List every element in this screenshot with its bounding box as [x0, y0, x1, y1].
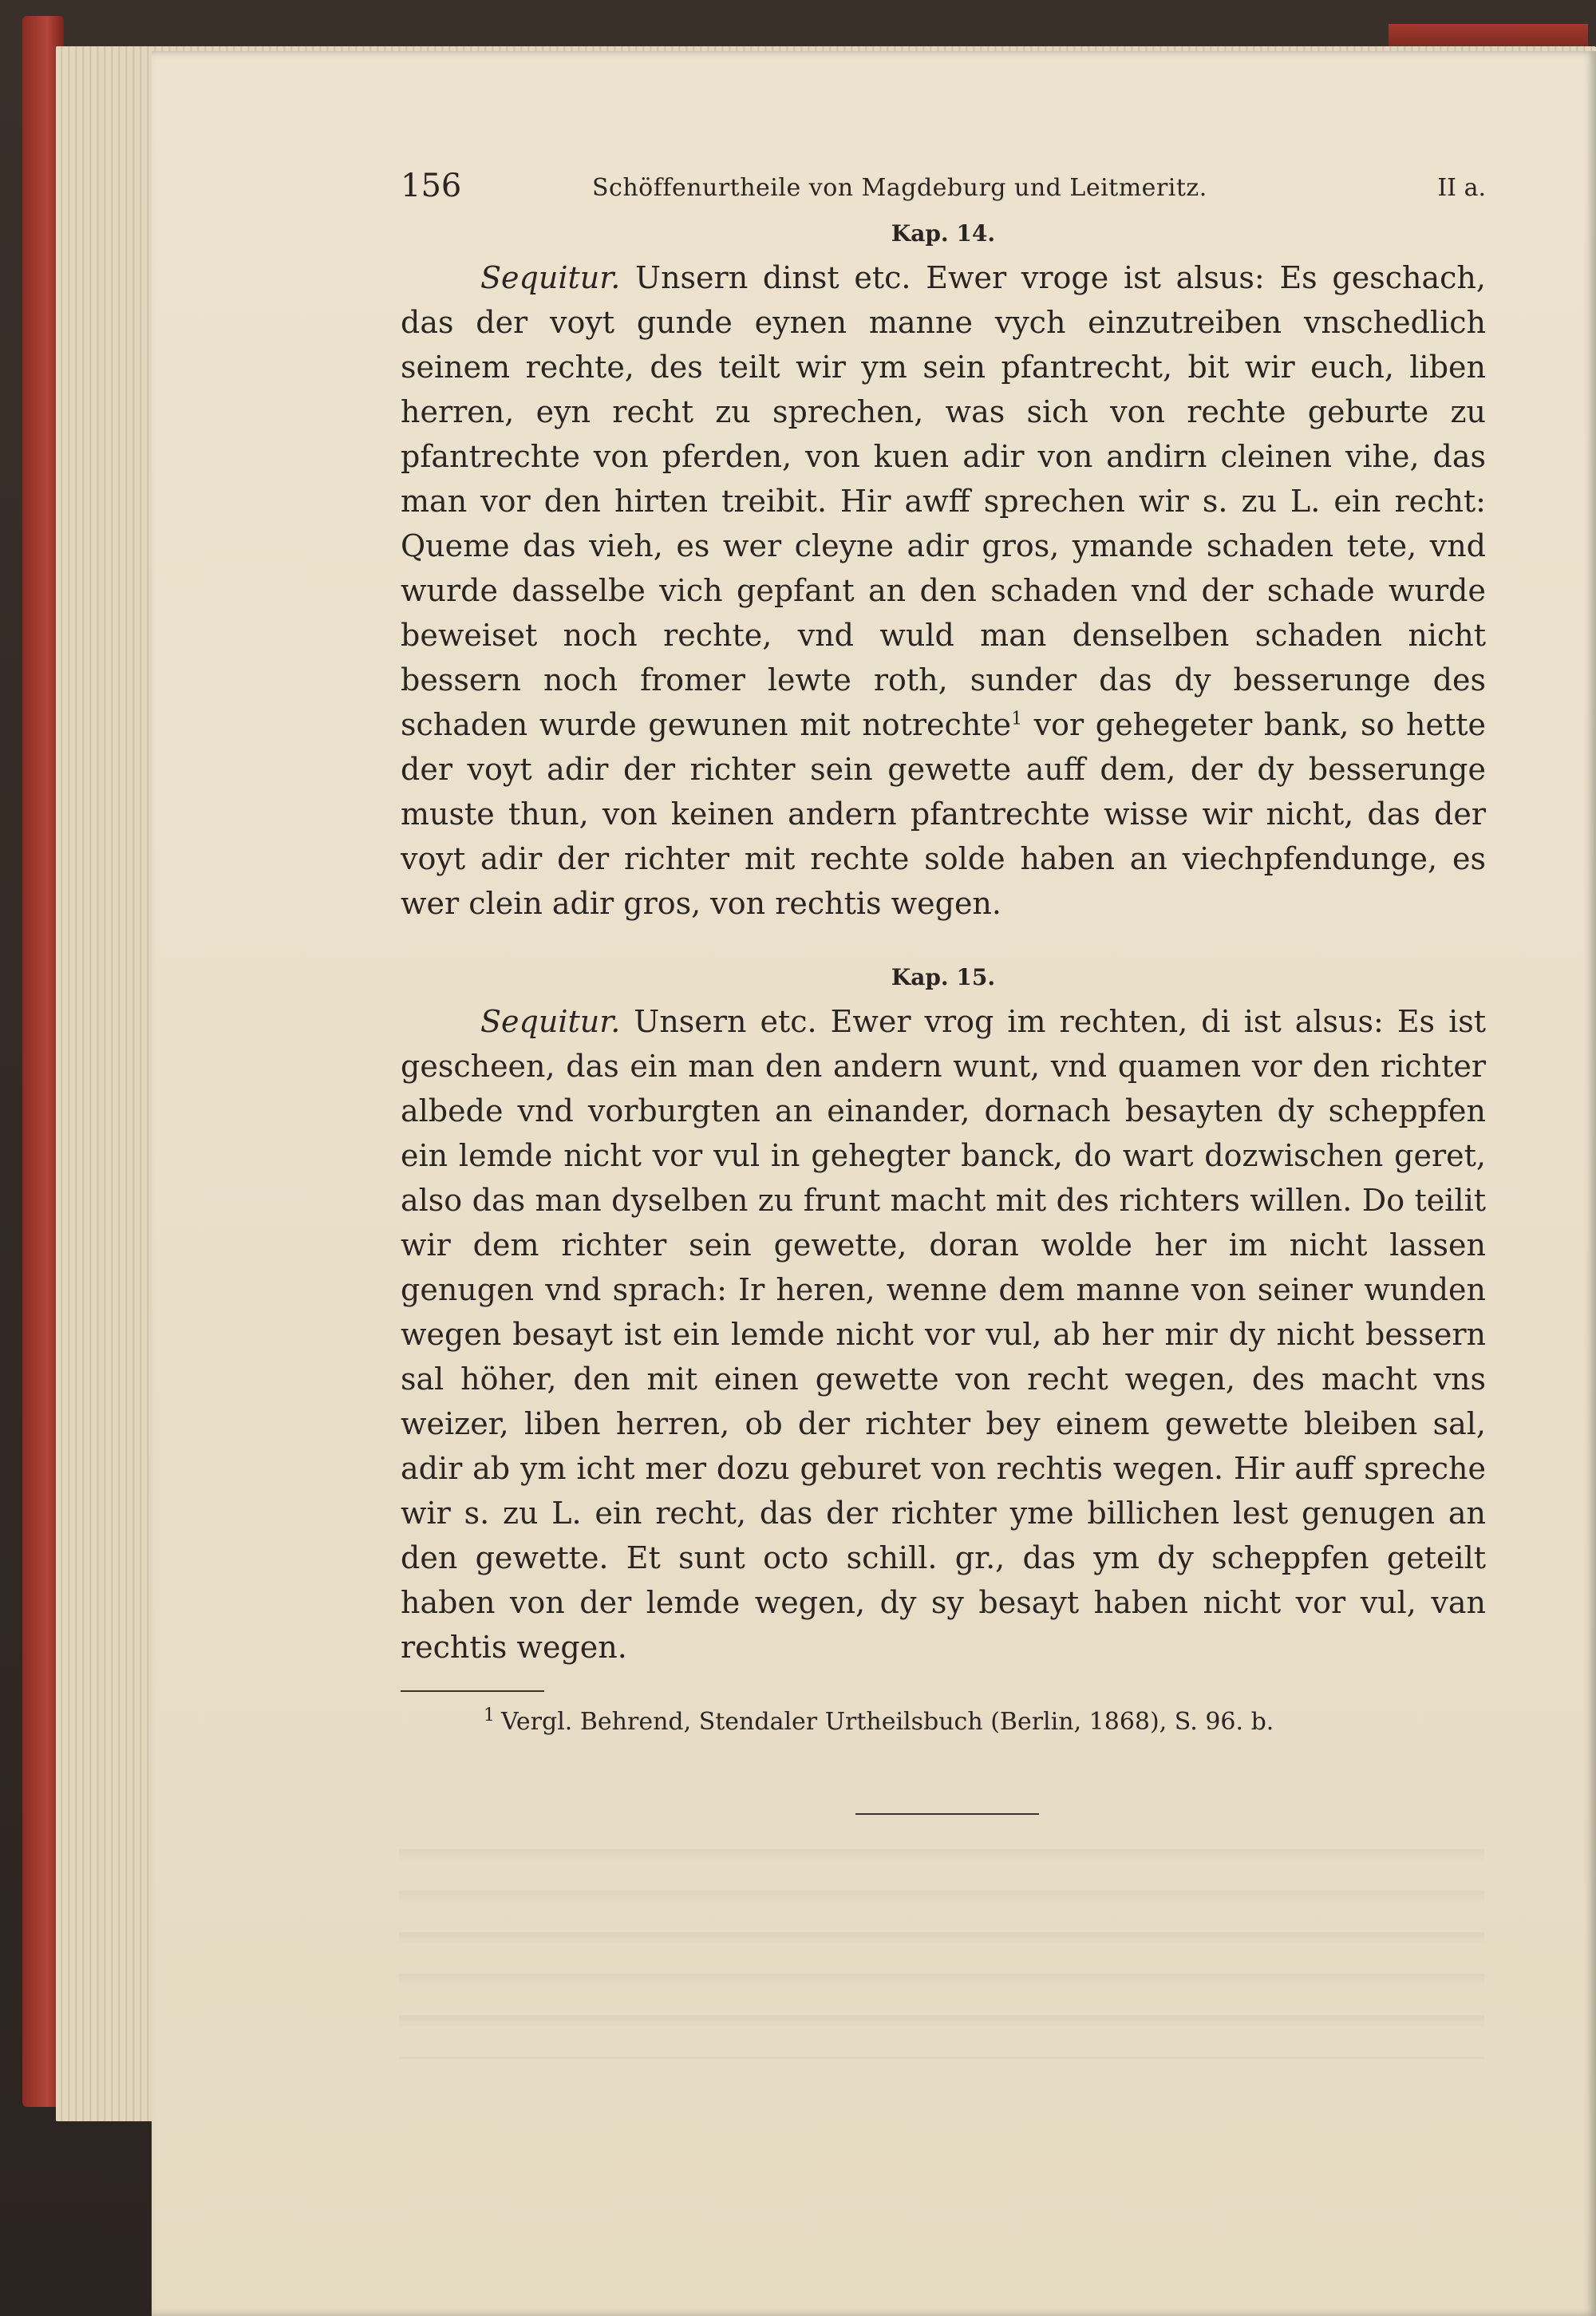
chapter-heading-15: Kap. 15.: [891, 964, 996, 990]
chapter-14-text-part-1: Unsern dinst etc. Ewer vroge ist alsus: Es geschach, das der voyt gunde eynen manne vych einzutreiben vnschedlich seinem rechte, des teilt wir ym sein pfantrecht, bit wir euch, liben herren, eyn recht zu sprechen, was sich von rechte geburte zu pfantrechte von pferden, von kuen adir von andirn cleinen vihe, das man vor den hirten treibit. Hir awff sprechen wir s. zu L. ein recht: Queme das vieh, es wer cleyne adir gros, ymande schaden tete, vnd wurde dasselbe vich gepfant an den schaden vnd der schade wurde beweiset noch rechte, vnd wuld man denselben schaden nicht bessern noch fromer lewte roth, sunder das dy besserunge des schaden wurde gewunen mit notrechte: [401, 260, 1486, 742]
chapter-14-text-part-2: vor gehegeter bank, so hette der voyt adir der richter sein gewette auff dem, der dy besserunge muste thun, von keinen andern pfantrechte wisse wir nicht, das der voyt adir der richter mit rechte solde haben an viechpfendunge, es wer clein adir gros, von rechtis wegen.: [401, 707, 1486, 921]
footnote-mark: 1: [484, 1705, 495, 1725]
footnote-text: Vergl. Behrend, Stendaler Urtheilsbuch (Berlin, 1868), S. 96. b.: [501, 1708, 1274, 1736]
section-mark: II a.: [1437, 174, 1486, 202]
footnote-reference[interactable]: 1: [1011, 709, 1023, 729]
chapter-heading-14: Kap. 14.: [891, 220, 996, 247]
chapter-15-text: [401, 999, 1486, 1670]
page-content: [401, 168, 1486, 1815]
footnote: [401, 1705, 1486, 1740]
running-title: Schöffenurtheile von Magdeburg und Leitmeritz.: [592, 174, 1207, 202]
binding-edge-top: [1389, 24, 1588, 48]
lead-word: Sequitur.: [480, 1004, 621, 1039]
running-head: [401, 168, 1486, 209]
chapter-15-text-body: Unsern etc. Ewer vrog im rechten, di ist alsus: Es ist gescheen, das ein man den andern wunt, vnd quamen vor den richter albede vnd vorburgten an einander, dornach besayten dy scheppfen ein lemde nicht vor vul in gehegter banck, do wart dozwischen geret, also das man dyselben zu frunt macht mit des richters willen. Do teilit wir dem richter sein gewette, doran wolde her im nicht lassen genugen vnd sprach: Ir heren, wenne dem manne von seiner wunden wegen besayt ist ein lemde nicht vor vul, ab her mir dy nicht bessern sal höher, den mit einen gewette von recht wegen, des macht vns weizer, liben herren, ob der richter bey einem gewette bleiben sal, adir ab ym icht mer dozu geburet von rechtis wegen. Hir auff spreche wir s. zu L. ein recht, das der richter yme billichen lest genugen an den gewette. Et sunt octo schill. gr., das ym dy scheppfen geteilt haben von der lemde wegen, dy sy besayt haben nicht vor vul, van rechtis wegen.: [401, 1004, 1486, 1665]
chapter-14-text: [401, 255, 1486, 926]
page-number: 156: [401, 168, 462, 204]
footnote-divider: [401, 1690, 544, 1692]
lead-word: Sequitur.: [480, 260, 621, 295]
show-through-shadow: [399, 1820, 1484, 2059]
end-rule: [855, 1813, 1039, 1815]
